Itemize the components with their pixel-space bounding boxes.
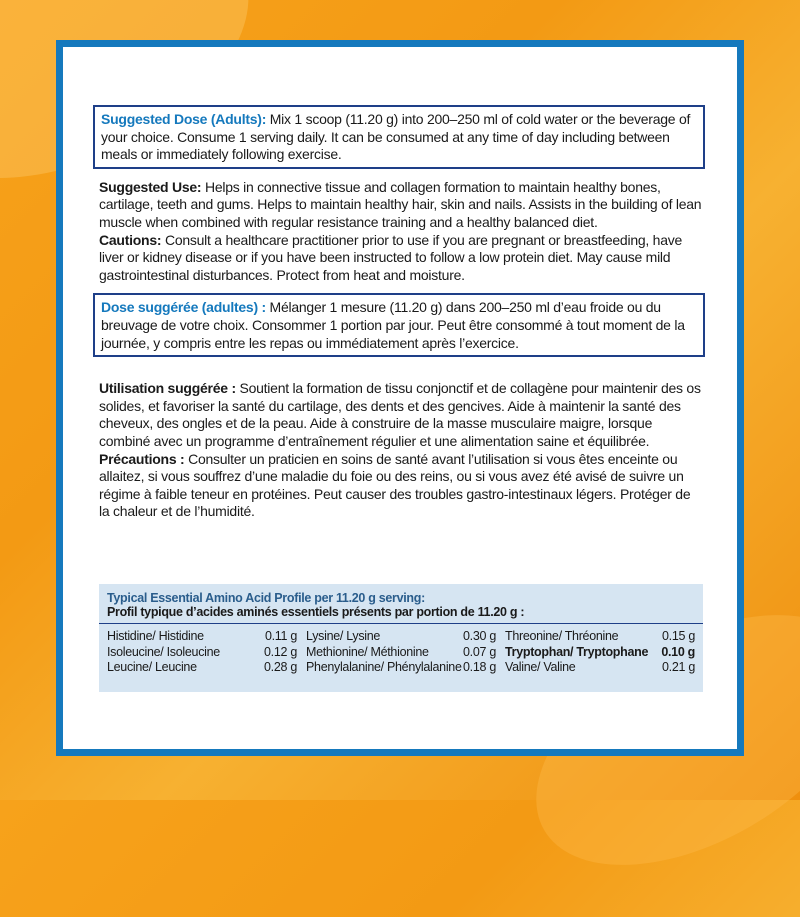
suggested-dose-fr-text: Mélanger 1 mesure (11.20 g) dans 200–250 ml d’eau froide ou du breuvage de votre choix. Consommer 1 portion par jour. Peut être consommé à tout moment de la journée, y compris entre les repas ou immédiatement après l’exercice. [101,299,685,351]
amino-amount: 0.10 g [661,644,695,659]
amino-row [306,645,496,661]
amino-profile-title-en: Typical Essential Amino Acid Profile per 11.20 g serving: [107,591,425,605]
amino-grid [107,629,695,676]
amino-name: Tryptophan/ Tryptophane [505,644,649,659]
amino-amount: 0.30 g [463,629,496,643]
amino-amount: 0.12 g [264,644,297,659]
amino-row [306,660,496,676]
amino-row [107,629,297,645]
amino-profile-title-fr: Profil typique d’acides aminés essentiels présents par portion de 11.20 g : [107,605,525,619]
suggested-dose-en [101,111,697,164]
amino-name: Histidine/ Histidine [107,629,204,643]
cautions-en [99,232,703,285]
cautions-fr-label: Précautions : [99,450,185,467]
amino-name: Lysine/ Lysine [306,629,381,643]
amino-name: Threonine/ Thréonine [505,629,619,643]
suggested-use-en [99,179,703,232]
cautions-fr [99,451,703,521]
suggested-use-fr-label: Utilisation suggérée : [99,380,236,397]
suggested-dose-en-box [93,105,705,169]
suggested-dose-en-text: Mix 1 scoop (11.20 g) into 200–250 ml of cold water or the beverage of your choice. Consume 1 serving daily. It can be consumed at any time of day including between meals or immediately following exercise. [101,111,691,163]
cautions-fr-text: Consulter un praticien en soins de santé avant l’utilisation si vous êtes enceinte ou allaitez, si vous souffrez d’une maladie du foie ou des reins, ou si vous avez été avisé de suivre un régime à faible teneur en protéines. Peut causer des troubles gastro-intestinaux légers. Protéger de la chaleur et de l’humidité. [99,450,691,520]
amino-amount: 0.28 g [264,660,297,674]
amino-row [505,629,695,645]
suggested-use-fr [99,380,703,450]
suggested-use-fr-text: Soutient la formation de tissu conjonctif et de collagène pour maintenir des os solides, et favoriser la santé du cartilage, des dents et des gencives. Aide à maintenir la santé des cheveux, des ongles et de la peau. Aide à construire de la masse musculaire maigre, lorsque combiné avec un programme d’entraînement régulier et une alimentation saine et équilibrée. [99,380,701,449]
amino-row [505,645,695,661]
amino-amount: 0.07 g [463,644,496,659]
cautions-en-text: Consult a healthcare practitioner prior to use if you are pregnant or breastfeeding, have liver or kidney disease or if you have been instructed to follow a low protein diet. May cause mild gastrointestinal disturbances. Protect from heat and moisture. [99,231,683,283]
amino-amount: 0.11 g [264,629,297,643]
suggested-dose-fr [101,299,697,352]
suggested-dose-fr-box [93,293,705,357]
amino-column [505,629,695,676]
amino-name: Phenylalanine/ Phénylalanine [306,660,462,674]
amino-row [107,660,297,676]
amino-amount: 0.18 g [463,660,496,674]
label-content [99,105,703,521]
amino-column [306,629,496,676]
label-panel [56,40,744,756]
suggested-use-en-text: Helps in connective tissue and collagen formation to maintain healthy bones, cartilage, teeth and gums. Helps to maintain healthy hair, skin and nails. Assists in the building of lean muscle when combined with regular resistance training and a healthy balanced diet. [99,178,702,230]
suggested-dose-fr-label: Dose suggérée (adultes) : [101,299,266,316]
amino-row [107,645,297,661]
suggested-use-en-label: Suggested Use: [99,178,202,195]
amino-name: Valine/ Valine [505,660,576,674]
amino-row [505,660,695,676]
amino-divider [99,623,703,624]
suggested-dose-en-label: Suggested Dose (Adults): [101,111,267,127]
amino-name: Leucine/ Leucine [107,660,197,674]
amino-row [306,629,496,645]
amino-column [107,629,297,676]
amino-amount: 0.15 g [662,629,695,643]
amino-amount: 0.21 g [662,660,695,674]
amino-name: Isoleucine/ Isoleucine [107,644,220,659]
amino-name: Methionine/ Méthionine [306,644,429,659]
cautions-en-label: Cautions: [99,231,162,248]
amino-acid-profile [99,584,703,692]
